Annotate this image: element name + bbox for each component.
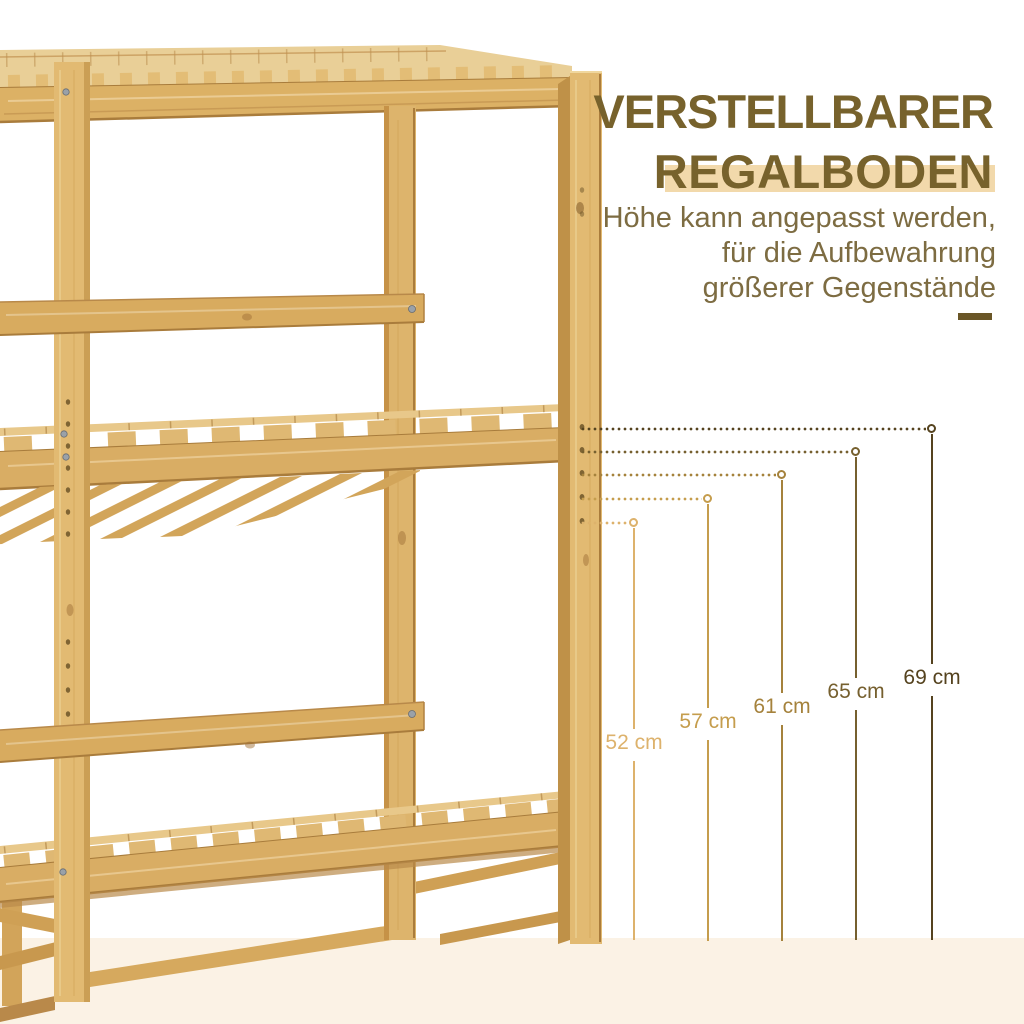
- vertical-connector-bottom: [931, 696, 933, 940]
- measurement-label: 65 cm: [827, 680, 885, 703]
- dotted-leader-line: [580, 497, 702, 501]
- support-rail-upper: [0, 294, 424, 335]
- left-post: [54, 62, 90, 1002]
- subtitle-line-1: Höhe kann angepasst werden,: [602, 202, 996, 234]
- vertical-connector-top: [633, 528, 635, 729]
- accent-dash: [958, 313, 992, 320]
- subtitle-line-3: größerer Gegenstände: [702, 272, 996, 304]
- end-circle-marker: [851, 447, 860, 456]
- vertical-connector-bottom: [781, 725, 783, 941]
- right-post: [558, 72, 602, 944]
- end-circle-marker: [927, 424, 936, 433]
- dotted-leader-line: [580, 473, 776, 477]
- dotted-leader-line: [580, 450, 850, 454]
- headline-line-2: REGALBODEN: [653, 145, 993, 198]
- headline: [593, 85, 993, 198]
- headline-line-2-wrap: [593, 145, 993, 198]
- measurement-label: 52 cm: [605, 731, 663, 754]
- vertical-connector-bottom: [855, 710, 857, 940]
- subtitle-line-2: für die Aufbewahrung: [721, 237, 996, 269]
- measurement-label: 61 cm: [753, 695, 811, 718]
- vertical-connector-bottom: [633, 761, 635, 940]
- end-circle-marker: [777, 470, 786, 479]
- vertical-connector-top: [855, 457, 857, 678]
- end-circle-marker: [703, 494, 712, 503]
- end-circle-marker: [629, 518, 638, 527]
- vertical-connector-top: [931, 434, 933, 664]
- vertical-connector-bottom: [707, 740, 709, 941]
- dotted-leader-line: [580, 521, 628, 525]
- subtitle: [603, 201, 996, 306]
- measurement-label: 69 cm: [903, 666, 961, 689]
- measurement-label: 57 cm: [679, 710, 737, 733]
- dotted-leader-line: [580, 427, 926, 431]
- headline-line-1: VERSTELLBARER: [593, 85, 993, 138]
- vertical-connector-top: [781, 480, 783, 693]
- vertical-connector-top: [707, 504, 709, 708]
